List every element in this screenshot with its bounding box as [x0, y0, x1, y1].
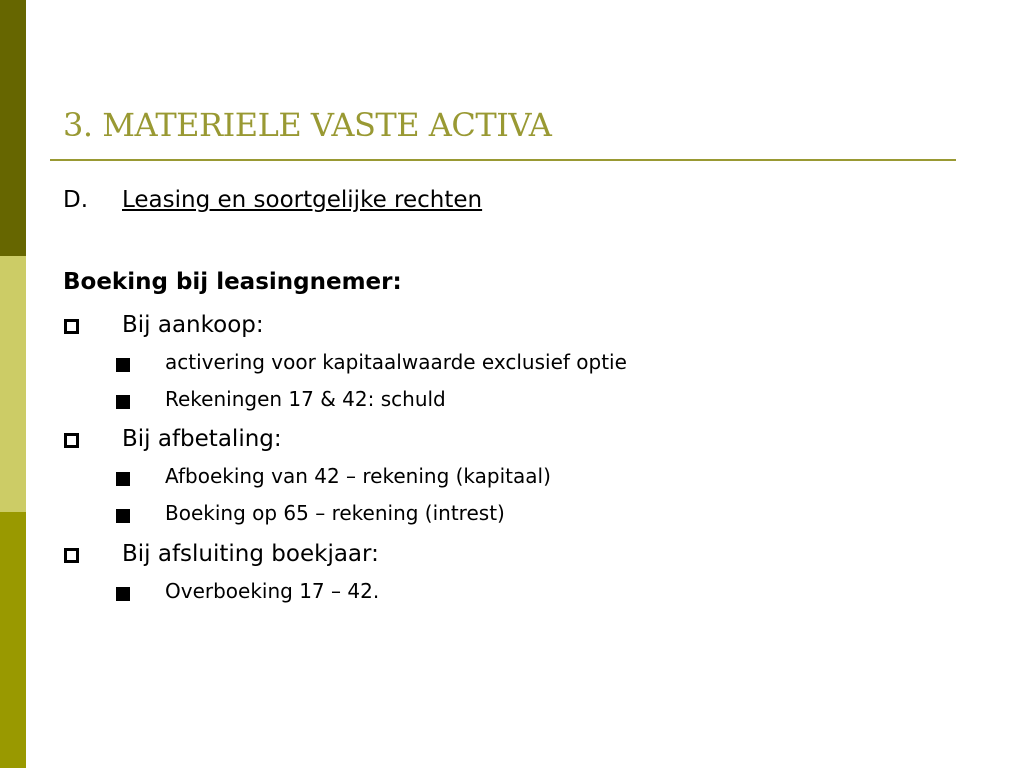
sub-bullet-item: activering voor kapitaalwaarde exclusief optie	[165, 350, 627, 374]
bullet-item-label: Bij aankoop:	[122, 312, 264, 338]
filled-square-bullet-icon	[116, 587, 130, 601]
filled-square-bullet-icon	[116, 472, 130, 486]
sub-bullet-item: Rekeningen 17 & 42: schuld	[165, 387, 446, 411]
hollow-square-bullet-icon	[64, 548, 79, 563]
bullet-item-label: Bij afbetaling:	[122, 426, 282, 452]
subheading: Boeking bij leasingnemer:	[63, 269, 402, 295]
hollow-square-bullet-icon	[64, 319, 79, 334]
section-letter: D.	[63, 187, 89, 213]
side-band-dark	[0, 0, 26, 256]
filled-square-bullet-icon	[116, 395, 130, 409]
filled-square-bullet-icon	[116, 358, 130, 372]
sub-bullet-item: Boeking op 65 – rekening (intrest)	[165, 501, 505, 525]
section-title: Leasing en soortgelijke rechten	[122, 187, 483, 213]
sub-bullet-item: Overboeking 17 – 42.	[165, 579, 380, 603]
side-band-light	[0, 256, 26, 512]
sub-bullet-item: Afboeking van 42 – rekening (kapitaal)	[165, 464, 551, 488]
side-band-olive	[0, 512, 26, 768]
bullet-item-label: Bij afsluiting boekjaar:	[122, 541, 379, 567]
title-underline-rule	[50, 159, 956, 161]
filled-square-bullet-icon	[116, 509, 130, 523]
slide-title: 3. MATERIELE VASTE ACTIVA	[63, 106, 552, 144]
hollow-square-bullet-icon	[64, 433, 79, 448]
